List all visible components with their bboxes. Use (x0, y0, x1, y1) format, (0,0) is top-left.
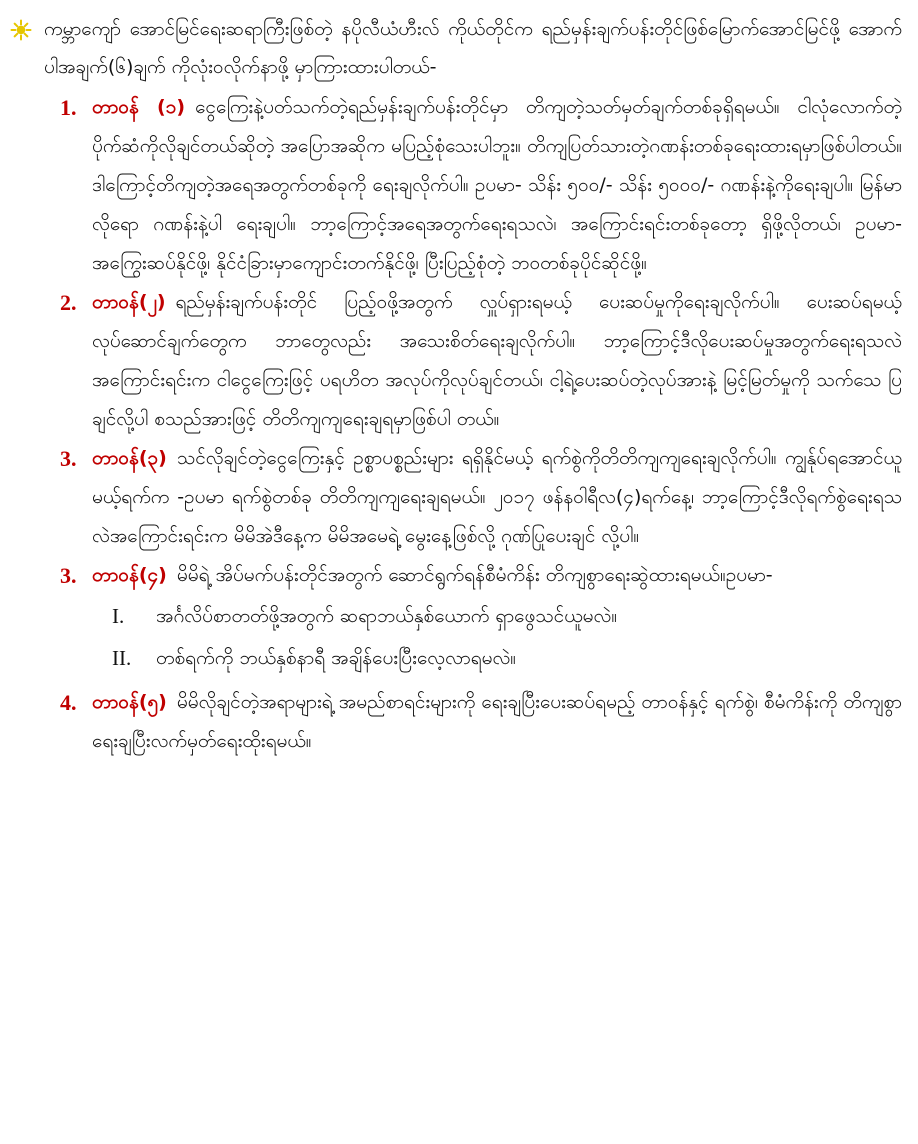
item-text: မိမိရဲ့ အိပ်မက်ပန်းတိုင်အတွက် ဆောင်ရွက်ရန်စီမံကိန်း တိကျစွာရေးဆွဲထားရမယ်။ဥပမာ- (176, 564, 773, 586)
item-number: 4. (60, 690, 77, 715)
intro-text: ကမ္ဘာကျော် အောင်မြင်ရေးဆရာကြီးဖြစ်တဲ့ နပိုလီယံဟီးလ် ကိုယ်တိုင်က ရည်မှန်းချက်ပန်းတိုင်ဖြစ်မြောက်အောင်မြင်ဖို့ အောက်ပါအချက်(၆)ချက် ကိုလုံးဝလိုက်နာဖို့ မှာကြားထားပါတယ်- (44, 18, 902, 78)
sub-item-text: အင်္ဂလိပ်စာတတ်ဖို့အတွက် ဆရာဘယ်နှစ်ယောက် ရှာဖွေသင်ယူမလဲ။ (156, 605, 618, 627)
item-number: 2. (60, 290, 77, 315)
item-body (92, 439, 902, 556)
item-text: ငွေကြေးနဲ့ပတ်သက်တဲ့ရည်မှန်းချက်ပန်းတိုင်မှာ တိကျတဲ့သတ်မှတ်ချက်တစ်ခုရှိရမယ်။ ငါလုံလောက်တဲ့ ပိုက်ဆံကိုလိုချင်တယ်ဆိုတဲ့ အပြောအဆိုက မပြည့်စုံသေးပါဘူး။ တိကျပြတ်သားတဲ့ဂဏန်းတစ်ခုရေးထားရမှာဖြစ်ပါတယ်။ ဒါကြောင့်တိကျတဲ့အရေအတွက်တစ်ခုကို ရေးချလိုက်ပါ။ ဥပမာ- သိန်း ၅၀၀/- သိန်း ၅၀၀၀/- ဂဏန်းနဲ့ကိုရေးချပါ။ မြန်မာလိုရော ဂဏန်းနဲ့ပါ ရေးချပါ။ ဘာ့ကြောင့်အရေအတွက်ရေးရသလဲ၊ အကြောင်းရင်းတစ်ခုတော့ ရှိဖို့လိုတယ်၊ ဥပမာ-အကြွေးဆပ်နိုင်ဖို့၊ နိုင်ငံခြားမှာကျောင်းတက်နိုင်ဖို့၊ ပြီးပြည့်စုံတဲ့ ဘဝတစ်ခုပိုင်ဆိုင်ဖို့။ (92, 96, 902, 274)
sub-list-container (8, 595, 902, 679)
item-text: သင်လိုချင်တဲ့ငွေကြေးနှင့် ဥစ္စာပစ္စည်းများ ရရှိနိုင်မယ့် ရက်စွဲကိုတိတိကျကျရေးချလိုက်ပါ။ ကျွန်ုပ်ရအောင်ယူမယ့်ရက်က -ဥပမာ ရက်စွဲတစ်ခု တိတိကျကျရေးချရမယ်။ ၂၀၁၇ ဖန်နဝါရီလ(၄)ရက်နေ့၊ ဘာ့ကြောင့်ဒီလိုရက်စွဲရေးရသလဲအကြောင်းရင်းက မိမိအဲဒီနေ့က မိမိအမေရဲ့ မွေးနေ့ဖြစ်လို့ ဂုဏ်ပြုပေးချင် လို့ပါ။ (92, 447, 902, 547)
list-item (60, 88, 902, 283)
item-label: တာဝန်(၃) (92, 447, 167, 469)
sub-list (8, 595, 902, 679)
star-bullet-icon (8, 10, 38, 48)
item-body (92, 88, 902, 283)
item-label: တာဝန်(၅) (92, 691, 167, 713)
item-body (92, 683, 902, 761)
list-item (60, 283, 902, 439)
star-bullet-icon-svg (10, 19, 32, 41)
intro-paragraph (8, 10, 902, 86)
sub-list-item (112, 637, 902, 679)
sub-list-item (112, 595, 902, 637)
item-body (92, 556, 902, 595)
list-item (60, 439, 902, 556)
item-number: 1. (60, 95, 77, 120)
item-label: တာဝန် (၁) (92, 96, 186, 118)
list-item (60, 683, 902, 761)
sub-item-text: တစ်ရက်ကို ဘယ်နှစ်နာရီ အချိန်ပေးပြီးလေ့လာရမလဲ။ (156, 647, 517, 669)
list-item (60, 556, 902, 595)
sub-item-number: I. (112, 604, 125, 628)
item-label: တာဝန်(၄) (92, 564, 167, 586)
item-text: မိမိလိုချင်တဲ့အရာများရဲ့ အမည်စာရင်းများကို ရေးချပြီးပေးဆပ်ရမည့် တာဝန်နှင့် ရက်စွဲ၊ စီမံကိန်းကို တိကျစွာရေးချပြီးလက်မှတ်ရေးထိုးရမယ်။ (92, 691, 902, 752)
item-body (92, 283, 902, 439)
sub-item-number: II. (112, 646, 132, 670)
task-list (8, 88, 902, 761)
item-label: တာဝန်(၂) (92, 291, 166, 313)
item-number: 3. (60, 446, 77, 471)
item-text: ရည်မှန်းချက်ပန်းတိုင် ပြည့်ဝဖို့အတွက် လှူပ်ရှားရမယ့် ပေးဆပ်မှုကိုရေးချလိုက်ပါ။ ပေးဆပ်ရမယ့် လုပ်ဆောင်ချက်တွေက ဘာတွေလည်း အသေးစိတ်ရေးချလိုက်ပါ။ ဘာ့ကြောင့်ဒီလိုပေးဆပ်မှုအတွက်ရေးရသလဲအကြောင်းရင်းက ငါငွေကြေးဖြင့် ပရဟိတ အလုပ်ကိုလုပ်ချင်တယ်၊ ငါ့ရဲ့ပေးဆပ်တဲ့လုပ်အားနဲ့ မြင့်မြတ်မှုကို သက်သေ ပြချင်လို့ပါ စသည်အားဖြင့် တိတိကျကျရေးချရမှာဖြစ်ပါ တယ်။ (92, 291, 902, 430)
item-number: 3. (60, 563, 77, 588)
